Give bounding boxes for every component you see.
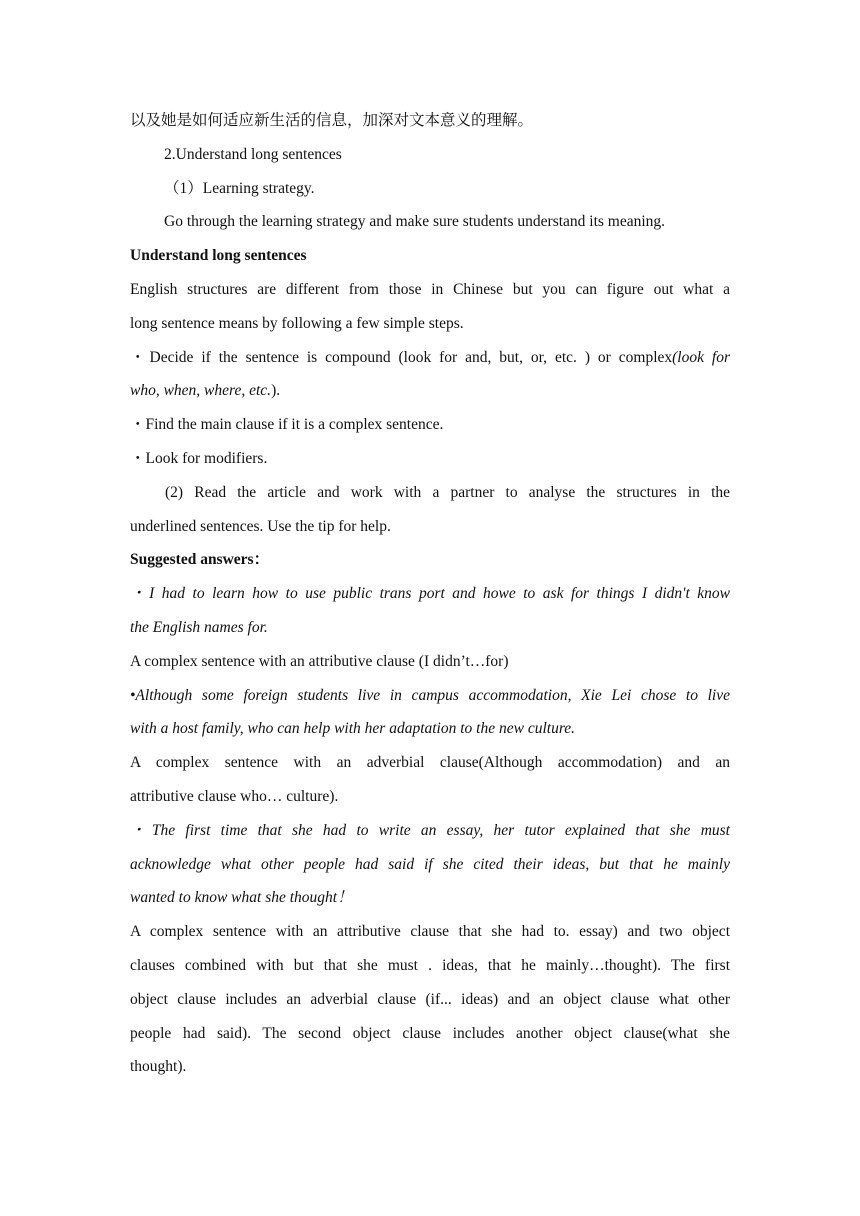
- analysis-text: people had said). The second object clause includes another object clause(what she: [130, 1024, 730, 1042]
- bullet-italic-text: who, when, where, etc.: [130, 382, 272, 400]
- text-line: 以及她是如何适应新生活的信息，加深对文本意义的理解。: [130, 112, 534, 129]
- text-line: underlined sentences. Use the tip for help.: [130, 517, 391, 535]
- analysis-text: A complex sentence with an attributive clause (I didn’t…for): [130, 652, 509, 670]
- bullet-item: ・Look for modifiers.: [130, 449, 268, 467]
- document-page: [130, 104, 730, 1084]
- example-sentence: wanted to know what she thought！: [130, 889, 353, 907]
- bullet-item: [130, 341, 730, 375]
- bullet-text: ).: [271, 382, 281, 400]
- section-heading: 2.Understand long sentences: [164, 145, 342, 163]
- text-line: long sentence means by following a few simple steps.: [130, 314, 464, 332]
- example-sentence: •Although some foreign students live in campus accommodation, Xie Lei chose to live: [130, 686, 730, 704]
- analysis-text: thought).: [130, 1058, 187, 1076]
- box-title: Understand long sentences: [130, 247, 307, 265]
- example-sentence: with a host family, who can help with her adaptation to the new culture.: [130, 720, 576, 738]
- example-sentence: ・I had to learn how to use public trans port and howe to ask for things I didn't know: [130, 585, 730, 603]
- analysis-text: clauses combined with but that she must . ideas, that he mainly…thought). The first: [130, 956, 730, 974]
- text-line: English structures are different from those in Chinese but you can figure out what a: [130, 280, 730, 298]
- analysis-text: object clause includes an adverbial clause (if... ideas) and an object clause what other: [130, 990, 730, 1008]
- subsection-heading: （1）Learning strategy.: [164, 179, 315, 197]
- example-sentence: ・The first time that she had to write an essay, her tutor explained that she must: [130, 821, 730, 839]
- analysis-text: A complex sentence with an attributive clause that she had to. essay) and two object: [130, 923, 730, 941]
- bullet-text: ・Decide if the sentence is compound (look for and, but, or, etc. ) or complex: [130, 348, 673, 366]
- bullet-item: ・Find the main clause if it is a complex sentence.: [130, 416, 444, 434]
- analysis-text: A complex sentence with an adverbial clause(Although accommodation) and an: [130, 754, 730, 772]
- example-sentence: acknowledge what other people had said if she cited their ideas, but that he mainly: [130, 855, 730, 873]
- text-line: (2) Read the article and work with a partner to analyse the structures in the: [165, 483, 730, 501]
- bullet-italic-text: (look for: [672, 348, 730, 366]
- text-line: Go through the learning strategy and make sure students understand its meaning.: [164, 213, 666, 231]
- answers-heading: Suggested answers：: [130, 551, 270, 569]
- example-sentence: the English names for.: [130, 618, 268, 636]
- analysis-text: attributive clause who… culture).: [130, 787, 339, 805]
- bullet-item-continued: [130, 374, 730, 408]
